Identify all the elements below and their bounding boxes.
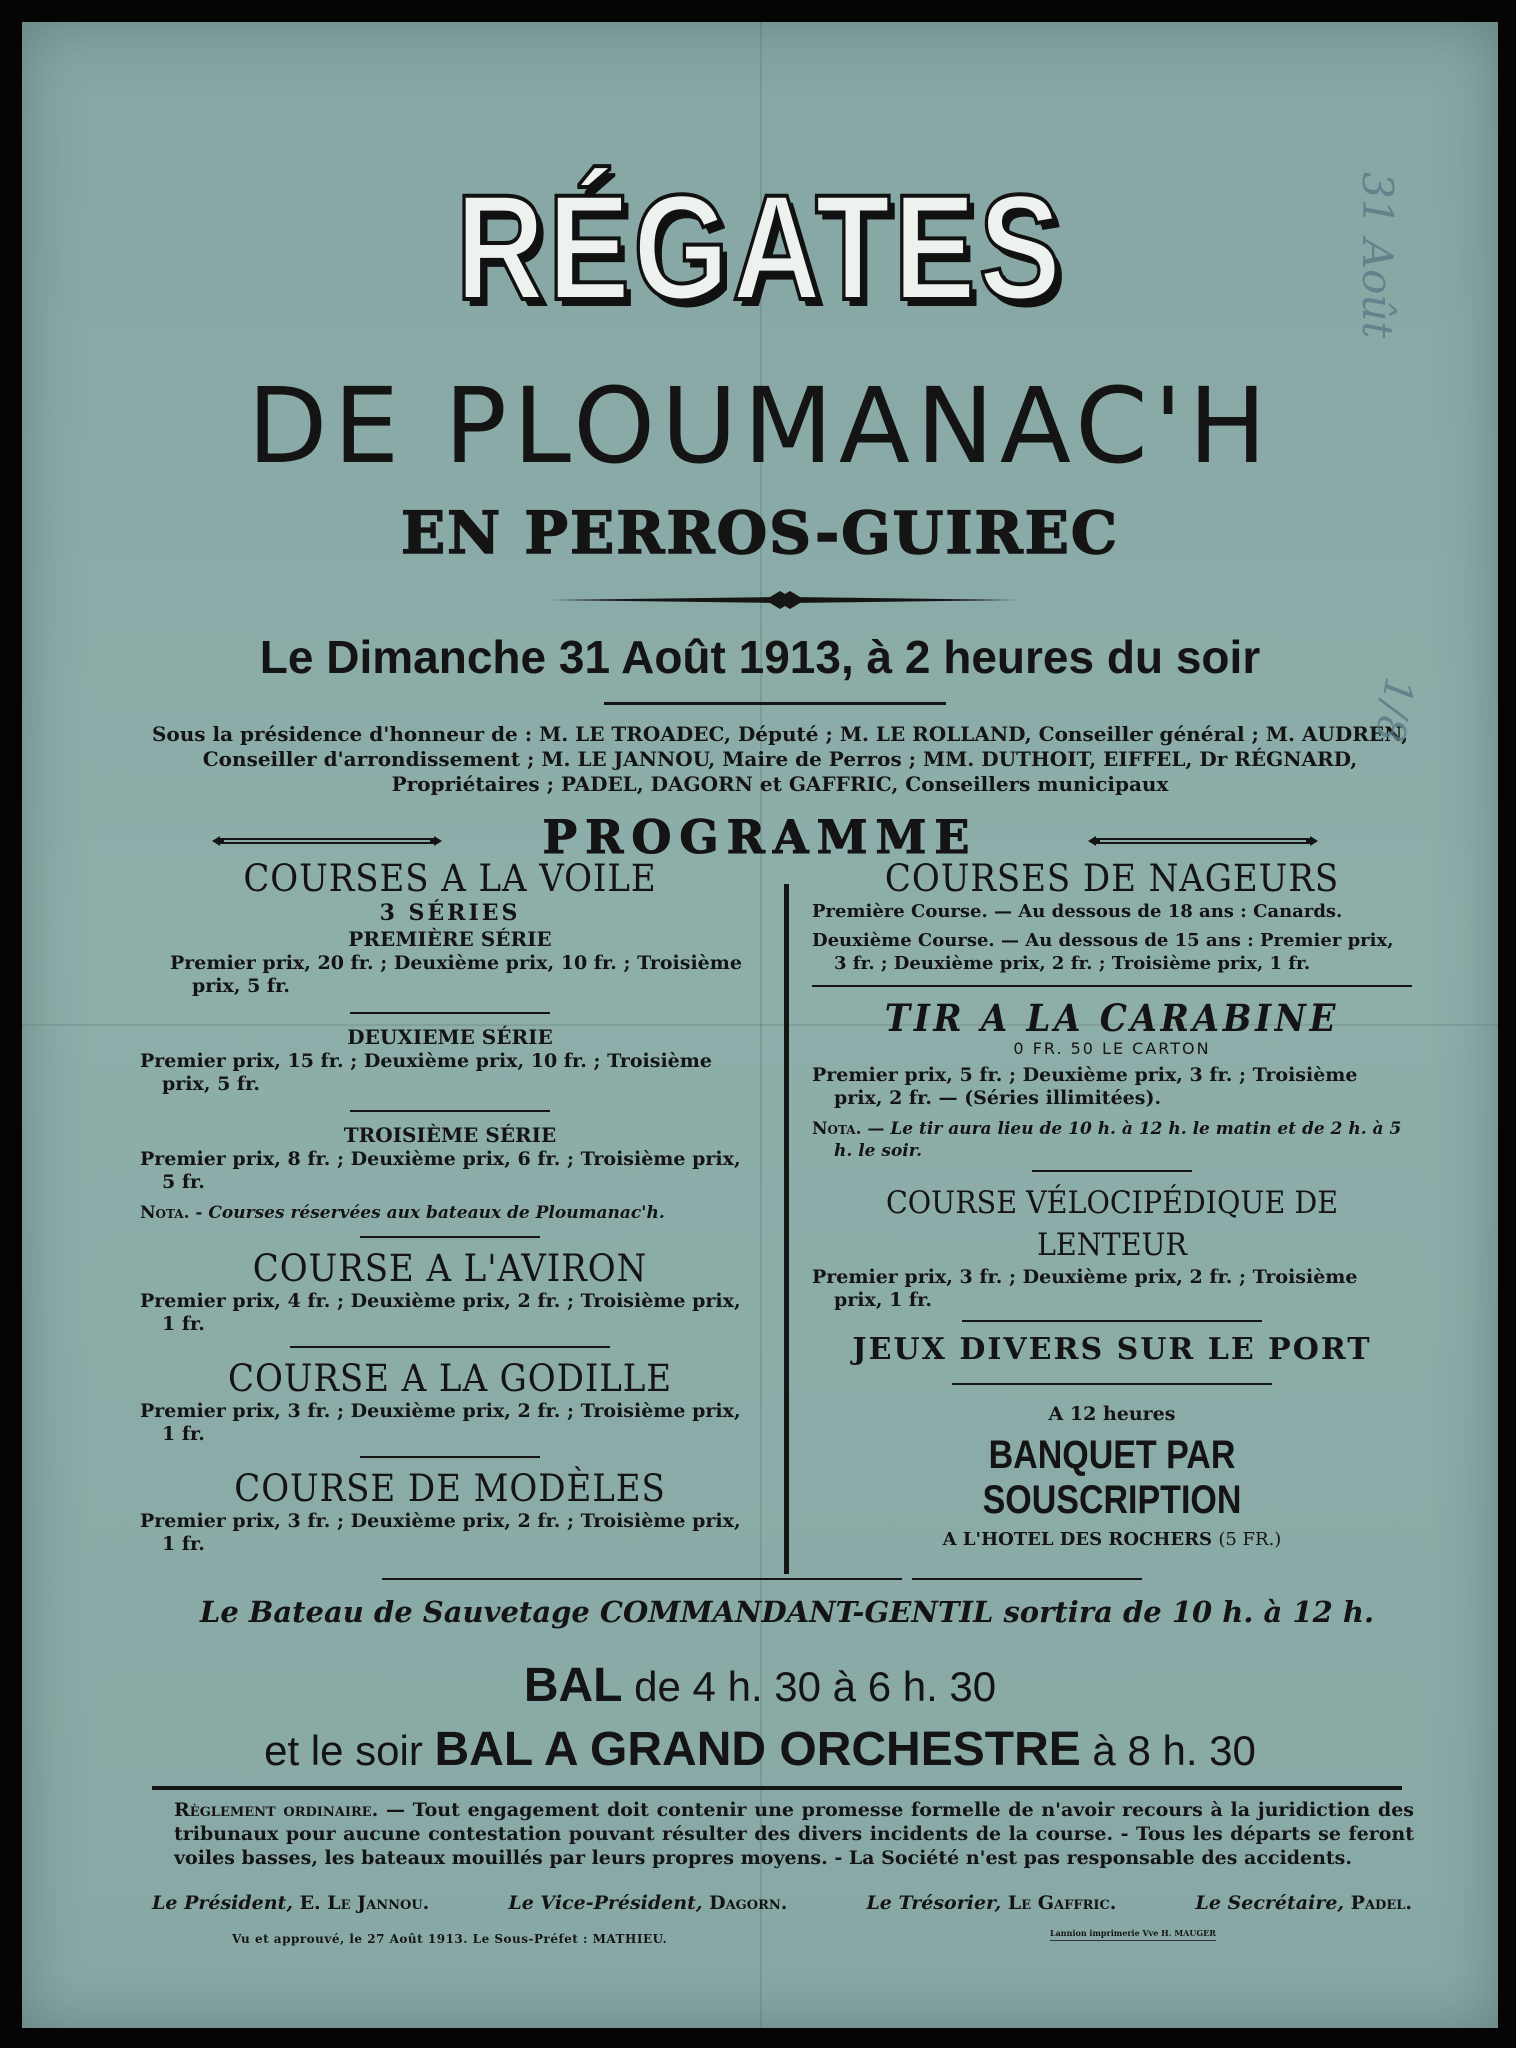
event-title-carabine: TIR A LA CARABINE xyxy=(884,996,1340,1040)
signature-name: Le Gaffric. xyxy=(1007,1892,1117,1914)
carabine-price: 0 FR. 50 LE CARTON xyxy=(1013,1039,1211,1058)
godille-prizes: Premier prix, 3 fr. ; Deuxième prix, 2 fr. ; Troisième prix, 1 fr. xyxy=(140,1400,741,1445)
signature-tresorier xyxy=(866,1894,1116,1913)
velo-prizes: Premier prix, 3 fr. ; Deuxième prix, 2 fr. ; Troisième prix, 1 fr. xyxy=(812,1266,1358,1311)
bal-line-2 xyxy=(22,1723,1498,1776)
divider xyxy=(382,1578,902,1580)
sauvetage-line: Le Bateau de Sauvetage COMMANDANT-GENTIL sortira de 10 h. à 12 h. xyxy=(199,1595,1375,1629)
left-column xyxy=(140,858,760,1556)
divider xyxy=(912,1578,1142,1580)
programme-heading: PROGRAMME xyxy=(542,810,978,864)
signature-role: Le Vice-Président, xyxy=(508,1892,703,1914)
handwritten-annotation: 31 Août xyxy=(1353,172,1402,339)
bal-hours: de 4 h. 30 à 6 h. 30 xyxy=(634,1663,997,1710)
carabine-nota xyxy=(812,1118,1412,1162)
event-date: Le Dimanche 31 Août 1913, à 2 heures du soir xyxy=(259,631,1261,683)
nota-label: Nota. - xyxy=(140,1203,203,1223)
event-title-velo: COURSE VÉLOCIPÉDIQUE DE LENTEUR xyxy=(885,1185,1339,1263)
divider xyxy=(350,1012,550,1014)
imprimeur: Lannion imprimerie Vve H. MAUGER xyxy=(1050,1928,1216,1941)
reglement-label: Règlement ordinaire. xyxy=(174,1799,379,1821)
carabine-prizes: Premier prix, 5 fr. ; Deuxième prix, 3 fr. ; Troisième prix, 2 fr. — (Séries illimitées). xyxy=(812,1064,1358,1109)
presidence-text: Sous la présidence d'honneur de : M. LE TROADEC, Député ; M. LE ROLLAND, Conseiller général ; M. AUDREN, Conseiller d'arrondissement ; M. LE JANNOU, Maire de Perros ; MM. DUTHOIT, EIFFEL, Dr RÉGNARD, Propriétaires ; PADEL, DAGORN et GAFFRIC, Conseillers municipaux xyxy=(151,722,1409,796)
signature-role: Le Secrétaire, xyxy=(1195,1892,1345,1914)
divider xyxy=(962,1320,1262,1322)
divider xyxy=(290,1346,610,1348)
bal-label: BAL xyxy=(523,1659,623,1712)
banquet-place-line xyxy=(812,1529,1412,1550)
serie2-prizes: Premier prix, 15 fr. ; Deuxième prix, 10 fr. ; Troisième prix, 5 fr. xyxy=(140,1050,712,1095)
reglement-body: — Tout engagement doit contenir une promesse formelle de n'avoir recours à la juridiction des tribunaux pour aucune contestation pouvant résulter des divers incidents de la course. - Tous les départs se feront voiles basses, les bateaux mouillés par leurs propres moyens. - La Société n'est pas responsable des accidents. xyxy=(174,1799,1414,1869)
signature-name: Padel. xyxy=(1350,1892,1412,1914)
serie3-title: TROISIÈME SÉRIE xyxy=(343,1123,557,1147)
banquet-place: A L'HOTEL DES ROCHERS xyxy=(942,1529,1213,1550)
poster-subtitle: DE PLOUMANAC'H xyxy=(247,365,1273,487)
handwritten-annotation: 1/8 xyxy=(1365,674,1422,746)
modeles-prizes: Premier prix, 3 fr. ; Deuxième prix, 2 fr. ; Troisième prix, 1 fr. xyxy=(140,1510,741,1555)
poster-town: EN PERROS-GUIREC xyxy=(400,499,1120,567)
banquet-price: (5 FR.) xyxy=(1218,1529,1282,1550)
divider xyxy=(1032,1170,1192,1172)
nageurs-course1: Première Course. — Au dessous de 18 ans : Canards. xyxy=(812,901,1343,922)
divider xyxy=(360,1236,540,1238)
signature-secretaire xyxy=(1195,1894,1412,1913)
divider xyxy=(604,702,946,705)
voile-nota xyxy=(140,1202,760,1224)
visa-prefet: Vu et approuvé, le 27 Août 1913. Le Sous-Préfet : MATHIEU. xyxy=(232,1932,668,1946)
right-column xyxy=(812,858,1412,1550)
signatures xyxy=(152,1894,1412,1913)
event-title-aviron: COURSE A L'AVIRON xyxy=(252,1247,648,1290)
bal-line-1 xyxy=(22,1659,1498,1712)
event-title-voile: COURSES A LA VOILE xyxy=(243,857,657,900)
divider xyxy=(350,1110,550,1112)
divider xyxy=(360,1456,540,1458)
serie1-title: PREMIÈRE SÉRIE xyxy=(348,927,552,951)
signature-president xyxy=(152,1894,429,1913)
banquet-title: BANQUET PAR SOUSCRIPTION xyxy=(982,1433,1242,1522)
serie1-prizes: Premier prix, 20 fr. ; Deuxième prix, 10 fr. ; Troisième prix, 5 fr. xyxy=(170,952,742,997)
column-divider xyxy=(784,884,789,1574)
right-ornament-icon xyxy=(1088,834,1318,848)
bal-evening-time: à 8 h. 30 xyxy=(1092,1727,1256,1774)
bal-orchestre: BAL A GRAND ORCHESTRE xyxy=(434,1723,1081,1776)
signature-role: Le Président, xyxy=(152,1892,293,1914)
divider xyxy=(152,1786,1402,1790)
signature-name: E. Le Jannou. xyxy=(299,1892,430,1914)
serie3-prizes: Premier prix, 8 fr. ; Deuxième prix, 6 fr. ; Troisième prix, 5 fr. xyxy=(140,1148,741,1193)
jeux-divers: JEUX DIVERS SUR LE PORT xyxy=(852,1332,1372,1367)
banquet-time: A 12 heures xyxy=(1048,1403,1176,1425)
signature-role: Le Trésorier, xyxy=(866,1892,1002,1914)
event-title-nageurs: COURSES DE NAGEURS xyxy=(884,857,1340,900)
signature-vice-president xyxy=(508,1894,787,1913)
signature-name: Dagorn. xyxy=(709,1892,788,1914)
divider xyxy=(812,985,1412,987)
nota-label: Nota. — xyxy=(812,1119,885,1139)
reglement-text xyxy=(174,1798,1414,1870)
nageurs-course2: Deuxième Course. — Au dessous de 15 ans : Premier prix, 3 fr. ; Deuxième prix, 2 fr. ; Troisième prix, 1 fr. xyxy=(812,930,1394,974)
event-title-godille: COURSE A LA GODILLE xyxy=(227,1357,673,1400)
divider xyxy=(952,1383,1272,1385)
serie2-title: DEUXIEME SÉRIE xyxy=(347,1025,553,1049)
poster xyxy=(22,22,1498,2028)
nota-text: Le tir aura lieu de 10 h. à 12 h. le matin et de 2 h. à 5 h. le soir. xyxy=(834,1119,1402,1161)
bal-evening-prefix: et le soir xyxy=(264,1727,423,1774)
arrow-ornament-icon xyxy=(550,588,1020,612)
aviron-prizes: Premier prix, 4 fr. ; Deuxième prix, 2 fr. ; Troisième prix, 1 fr. xyxy=(140,1290,741,1335)
nota-text: Courses réservées aux bateaux de Ploumanac'h. xyxy=(208,1203,665,1223)
event-title-modeles: COURSE DE MODÈLES xyxy=(234,1467,666,1510)
series-count: 3 SÉRIES xyxy=(379,900,521,926)
poster-title: RÉGATES xyxy=(455,163,1065,331)
